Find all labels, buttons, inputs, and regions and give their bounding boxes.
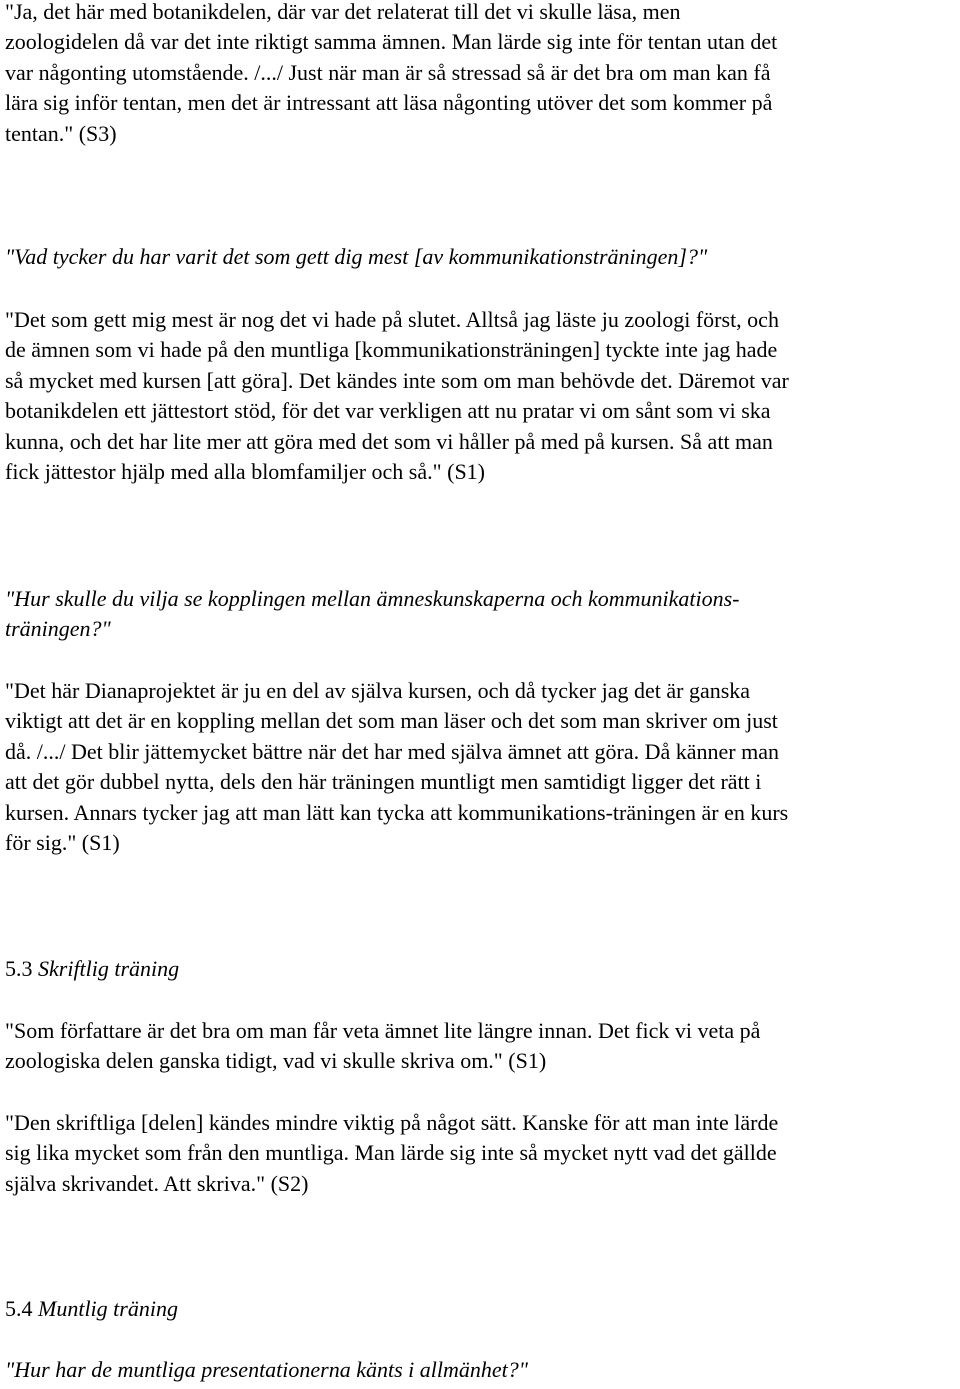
quote-s1-mest-gett bbox=[5, 305, 960, 487]
text-line: "Det här Dianaprojektet är ju en del av själva kursen, och då tycker jag det är ganska bbox=[5, 678, 751, 703]
quote-s1-dianaprojektet bbox=[5, 676, 960, 858]
text-line: "Hur skulle du vilja se kopplingen mellan ämneskunskaperna och kommunikations- bbox=[5, 586, 740, 611]
text-line: lära sig inför tentan, men det är intressant att läsa någonting utöver det som kommer på bbox=[5, 90, 773, 116]
section-heading-5-3 bbox=[5, 954, 960, 984]
text-line: botanikdelen ett jättestort stöd, för det var verkligen att nu pratar vi om sånt som vi ska bbox=[5, 398, 771, 424]
question-mest-gett bbox=[5, 242, 960, 272]
section-number: 5.4 bbox=[5, 1296, 33, 1321]
text-line: zoologidelen då var det inte riktigt samma ämnen. Man lärde sig inte för tentan utan det bbox=[5, 29, 778, 55]
quote-s3-botanik bbox=[5, 0, 960, 149]
quote-s1-forfattare bbox=[5, 1016, 960, 1077]
text-line: zoologiska delen ganska tidigt, vad vi skulle skriva om." (S1) bbox=[5, 1048, 547, 1074]
text-line: tentan." (S3) bbox=[5, 120, 117, 146]
text-line: träningen?" bbox=[5, 616, 111, 642]
text-line: kursen. Annars tycker jag att man lätt kan tycka att kommunikations-träningen är en kurs bbox=[5, 799, 789, 825]
section-number: 5.3 bbox=[5, 956, 33, 981]
text-line: då. /.../ Det blir jättemycket bättre när det har med själva ämnet att göra. Då känner man bbox=[5, 738, 779, 764]
section-title: Muntlig träning bbox=[38, 1296, 178, 1321]
text-line: "Det som gett mig mest är nog det vi hade på slutet. Alltså jag läste ju zoologi först, och bbox=[5, 307, 779, 332]
text-line: "Hur har de muntliga presentationerna känts i allmänhet?" bbox=[5, 1357, 529, 1382]
text-line: viktigt att det är en koppling mellan det som man läser och det som man skriver om just bbox=[5, 708, 778, 734]
section-title: Skriftlig träning bbox=[38, 956, 180, 981]
text-line: "Den skriftliga [delen] kändes mindre viktig på något sätt. Kanske för att man inte lärde bbox=[5, 1110, 779, 1135]
text-line: de ämnen som vi hade på den muntliga [kommunikationsträningen] tyckte inte jag hade bbox=[5, 337, 778, 363]
text-line: kunna, och det har lite mer att göra med det som vi håller på med på kursen. Så att man bbox=[5, 428, 773, 454]
text-line: "Som författare är det bra om man får veta ämnet lite längre innan. Det fick vi veta på bbox=[5, 1018, 761, 1043]
text-line: var någonting utomstående. /.../ Just när man är så stressad så är det bra om man kan få bbox=[5, 59, 771, 85]
question-muntliga bbox=[5, 1355, 960, 1385]
section-heading-5-4 bbox=[5, 1294, 960, 1324]
quote-s2-skriftliga bbox=[5, 1108, 960, 1199]
question-koppling bbox=[5, 584, 960, 645]
text-line: själva skrivandet. Att skriva." (S2) bbox=[5, 1170, 309, 1196]
text-line: "Ja, det här med botanikdelen, där var det relaterat till det vi skulle läsa, men bbox=[5, 0, 681, 24]
text-line: för sig." (S1) bbox=[5, 830, 120, 856]
text-line: att det gör dubbel nytta, dels den här träningen muntligt men samtidigt ligger det rätt i bbox=[5, 769, 762, 795]
text-line: så mycket med kursen [att göra]. Det kändes inte som om man behövde det. Däremot var bbox=[5, 367, 789, 393]
text-line: "Vad tycker du har varit det som gett dig mest [av kommunikationsträningen]?" bbox=[5, 244, 708, 269]
text-line: sig lika mycket som från den muntliga. Man lärde sig inte så mycket nytt vad det gällde bbox=[5, 1140, 777, 1166]
text-line: fick jättestor hjälp med alla blomfamiljer och så." (S1) bbox=[5, 459, 486, 485]
